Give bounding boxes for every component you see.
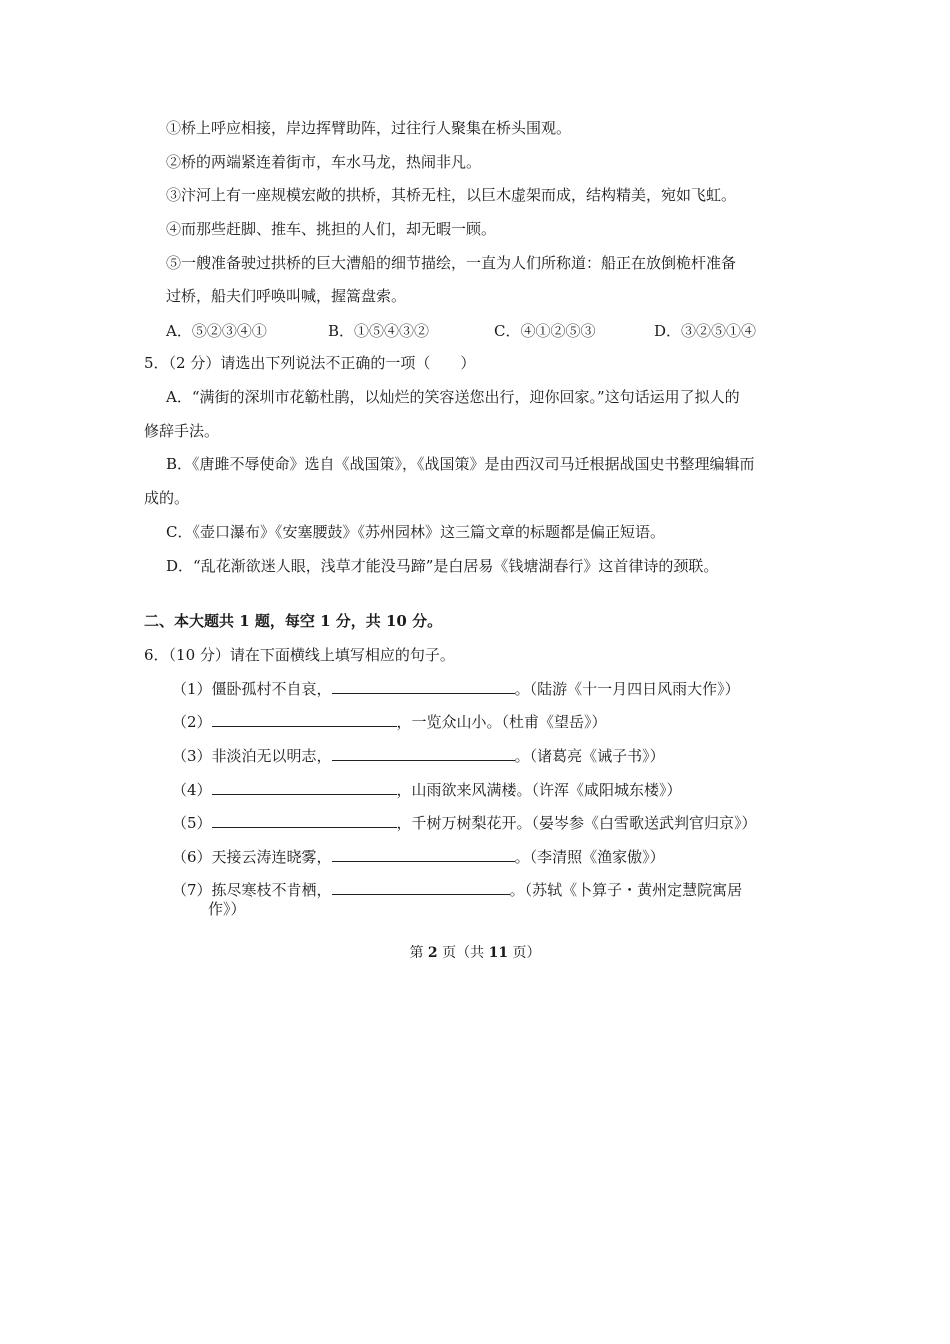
line-number: （4） [172,781,212,799]
q5-option-a: A．“满街的深圳市花簕杜鹃，以灿烂的笑容送您出行，迎你回家。”这句话运用了拟人的 [166,388,740,406]
q6-line-2 [172,712,607,732]
line-number: （2） [172,713,212,731]
q5-option-a-cont: 修辞手法。 [144,422,220,440]
poem-source: 。（诸葛亮《诫子书》） [514,747,665,765]
answer-blank[interactable] [212,712,397,727]
poem-source: 。（陆游《十一月四日风雨大作》） [514,680,740,698]
q6-line-3 [172,746,665,766]
q5-option-b-cont: 成的。 [144,489,190,507]
page-number: 2 [427,945,438,961]
poem-text: 拣尽寒枝不肯栖， [211,881,332,899]
poem-source: 。（苏轼《卜算子・黄州定慧院寓居 [509,881,743,899]
poem-source: ，一览众山小。（杜甫《望岳》） [396,713,607,731]
poem-text: 天接云涛连晓雾， [211,848,332,866]
footer-text: 第 [409,945,428,961]
q6-line-7-cont: 作》） [208,900,246,918]
q5-option-d: D．“乱花渐欲迷人眼，浅草才能没马蹄”是白居易《钱塘湖春行》这首律诗的颈联。 [166,557,719,575]
footer-text: 页（共 [437,945,489,961]
q4-option-b: B．①⑤④③② [328,322,430,340]
q4-option-d: D．③②⑤①④ [654,322,757,340]
q5-stem: 5．（2 分）请选出下列说法不正确的一项（ ） [144,354,476,372]
q4-options [166,320,806,341]
footer-text: 页） [508,945,541,961]
q6-line-7 [172,880,742,900]
q6-line-6 [172,847,665,867]
q4-item-1: ①桥上呼应相接，岸边挥臂助阵，过往行人聚集在桥头围观。 [166,119,572,137]
page-footer [0,943,950,963]
poem-source: ，千树万树梨花开。（晏岑参《白雪歌送武判官归京》） [396,814,757,832]
q4-item-5: ⑤一艘准备驶过拱桥的巨大漕船的细节描绘，一直为人们所称道：船正在放倒桅杆准备 [166,254,737,272]
q4-item-3: ③汴河上有一座规模宏敞的拱桥，其桥无柱，以巨木虚架而成，结构精美，宛如飞虹。 [166,186,737,204]
line-number: （7） [172,881,212,899]
q5-option-c: C．《壶口瀑布》《安塞腰鼓》《苏州园林》这三篇文章的标题都是偏正短语。 [166,523,665,541]
q4-item-4: ④而那些赶脚、推车、挑担的人们，却无暇一顾。 [166,220,497,238]
section-heading: 二、本大题共 1 题，每空 1 分，共 10 分。 [144,612,443,630]
q6-line-5 [172,813,757,833]
q6-line-4 [172,780,682,800]
answer-blank[interactable] [332,679,515,694]
poem-text: 僵卧孤村不自哀， [211,680,332,698]
q6-line-1 [172,679,740,699]
total-pages: 11 [488,945,509,961]
poem-text: 非淡泊无以明志， [211,747,332,765]
line-number: （5） [172,814,212,832]
answer-blank[interactable] [212,813,397,828]
q4-option-c: C．④①②⑤③ [494,322,596,340]
q4-option-a: A．⑤②③④① [166,322,267,340]
q5-option-b: B．《唐雎不辱使命》选自《战国策》，《战国策》是由西汉司马迁根据战国史书整理编辑而 [166,455,755,473]
answer-blank[interactable] [332,746,515,761]
q4-item-5-cont: 过桥，船夫们呼唤叫喊，握篙盘索。 [166,287,407,305]
line-number: （3） [172,747,212,765]
q4-item-2: ②桥的两端紧连着街市，车水马龙，热闹非凡。 [166,153,482,171]
answer-blank[interactable] [332,880,510,895]
answer-blank[interactable] [332,847,515,862]
q6-stem: 6．（10 分）请在下面横线上填写相应的句子。 [144,646,455,664]
line-number: （6） [172,848,212,866]
poem-source: 。（李清照《渔家傲》） [514,848,665,866]
line-number: （1） [172,680,212,698]
poem-source: ，山雨欲来风满楼。（许浑《咸阳城东楼》） [396,781,682,799]
answer-blank[interactable] [212,780,397,795]
